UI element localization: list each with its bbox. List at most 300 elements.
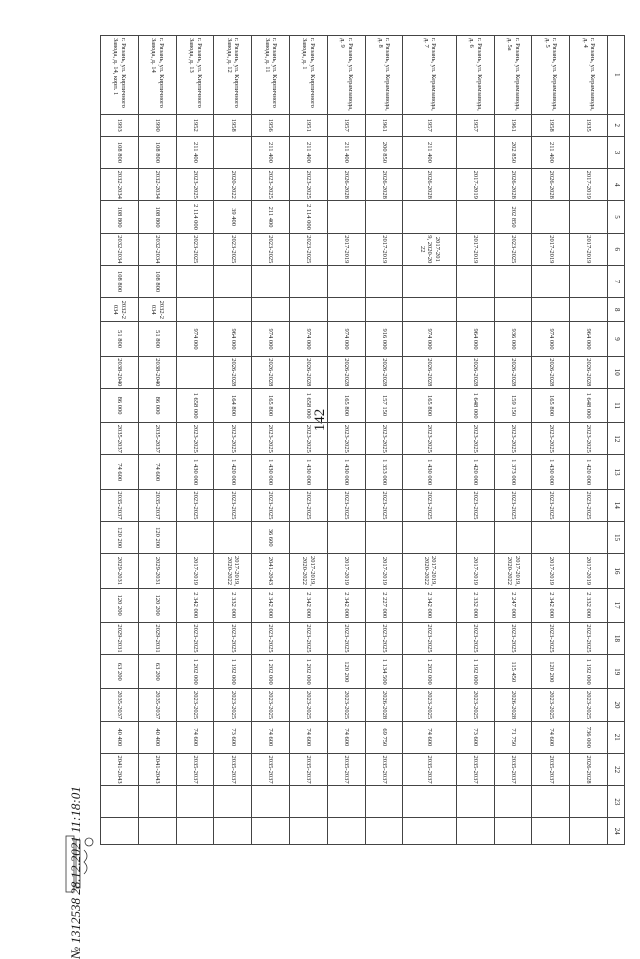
table-row [214,36,252,845]
table-cell: 74 600 [252,721,290,753]
address-cell: г. Рязань, ул. Керамзавода, д. 7 [403,36,457,115]
table-cell: 2026-2028 [532,169,570,201]
registry-table [100,35,625,845]
table-cell: 1 648 000 [456,388,494,422]
table-cell [176,786,214,818]
table-row [532,36,570,845]
table-cell: 2017-2019, 2020-2022 [403,554,457,588]
table-cell: 211 400 [403,136,457,168]
table-cell [214,522,252,554]
table-cell: 202 850 [494,136,532,168]
table-cell: 2026-2028 [456,356,494,388]
table-cell: 165 800 [252,388,290,422]
table-cell: 51 800 [138,322,176,356]
table-cell: 2035-2037 [494,753,532,785]
table-cell: 2035-2037 [456,753,494,785]
table-cell [532,201,570,233]
table-cell: 2026-2028 [327,169,365,201]
table-cell: 1 202 000 [176,655,214,689]
column-header: 20 [608,689,625,721]
table-cell: 2023-2025 [252,423,290,455]
table-cell: 964 000 [456,322,494,356]
table-cell: 974 000 [176,322,214,356]
address-cell: г. Рязань, ул. Кирпичного Завода, д. 14, корп. 1 [101,36,139,115]
table-cell: 2017-2019 [365,554,403,588]
table-cell: 2023-2025 [570,622,608,654]
table-cell [570,522,608,554]
table-cell [456,136,494,168]
table-body [101,36,608,845]
table-cell [365,818,403,845]
table-cell: 2023-2025 [403,689,457,721]
table-cell: 39 400 [214,201,252,233]
table-cell: 2023-2025 [403,622,457,654]
table-cell: 2 247 000 [494,588,532,622]
table-cell: 2017-2019 [570,554,608,588]
table-cell: 40 400 [138,721,176,753]
table-row [456,36,494,845]
table-cell: 2032-2034 [138,233,176,265]
table-cell: 108 800 [138,136,176,168]
table-cell [403,818,457,845]
table-cell [214,786,252,818]
table-cell: 2023-2025 [290,489,328,521]
column-header: 4 [608,169,625,201]
table-cell: 2 342 000 [290,588,328,622]
table-cell: 211 400 [290,136,328,168]
table-cell [327,786,365,818]
table-cell: 2 332 000 [456,588,494,622]
table-cell: 936 000 [494,322,532,356]
table-cell: 2023-2025 [214,689,252,721]
document-id: № 1312538 28.12.2021 11:18:01 [68,786,83,959]
table-cell: 2041-2043 [252,554,290,588]
table-cell: 2023-2025 [214,233,252,265]
table-cell [327,201,365,233]
table-cell: 2023-2025 [176,689,214,721]
table-cell: 2035-2037 [214,753,252,785]
table-cell: 2017-2019 [532,233,570,265]
table-cell: 108 800 [101,136,139,168]
table-cell: 2 332 000 [570,588,608,622]
table-cell: 165 800 [532,388,570,422]
table-cell: 1 420 000 [456,455,494,489]
table-cell [176,265,214,297]
column-header: 15 [608,522,625,554]
table-cell: 2026-2028 [494,689,532,721]
table-cell: 2017-2019, 2020-2022 [290,554,328,588]
table-cell: 974 000 [327,322,365,356]
table-cell: 200 850 [365,136,403,168]
table-cell: 2026-2028 [494,356,532,388]
column-header: 1 [608,36,625,115]
table-cell: 2017-2019 [327,554,365,588]
table-cell: 2026-2028 [327,356,365,388]
table-cell: 73 600 [214,721,252,753]
column-header: 12 [608,423,625,455]
table-cell: 165 800 [403,388,457,422]
table-cell: 1 192 000 [570,655,608,689]
table-cell: 2023-2025 [456,689,494,721]
table-cell: 2023-2025 [252,169,290,201]
table-cell: 1 202 000 [252,655,290,689]
column-header: 16 [608,554,625,588]
column-header: 18 [608,622,625,654]
table-cell: 2026-2028 [252,356,290,388]
table-cell [532,265,570,297]
table-cell [456,786,494,818]
table-cell: 2023-2025 [456,622,494,654]
table-cell: 1961 [365,114,403,136]
table-cell: 63 200 [138,655,176,689]
table-cell [252,298,290,322]
table-header-row [608,36,625,845]
table-cell [570,786,608,818]
table-row [176,36,214,845]
table-cell: 120 200 [327,655,365,689]
table-cell: 2026-2028 [570,753,608,785]
table-cell: 2017-2019 [570,233,608,265]
table-cell [138,818,176,845]
table-cell: 2035-2037 [101,423,139,455]
table-cell: 916 000 [365,322,403,356]
column-header: 7 [608,265,625,297]
table-cell [570,201,608,233]
table-cell: 974 000 [403,322,457,356]
table-cell: 108 800 [101,265,139,297]
table-cell: 2023-2025 [403,423,457,455]
table-cell: 1 430 000 [327,455,365,489]
table-cell: 1951 [290,114,328,136]
table-cell: 2038-2040 [101,356,139,388]
address-cell: г. Рязань, ул. Керамзавода, д. 5 [532,36,570,115]
table-cell: 1 430 000 [403,455,457,489]
table-cell: 2 342 000 [532,588,570,622]
table-cell: 2023-2025 [290,689,328,721]
table-cell [494,265,532,297]
table-row [365,36,403,845]
table-cell [494,818,532,845]
table-cell: 2026-2028 [365,169,403,201]
table-cell: 159 150 [494,388,532,422]
table-cell: 2035-2037 [176,753,214,785]
table-cell: 1952 [176,114,214,136]
table-cell: 74 600 [101,455,139,489]
table-cell [494,786,532,818]
table-cell: 40 400 [101,721,139,753]
table-cell: 2029-2031 [138,622,176,654]
table-cell [176,298,214,322]
table-cell: 86 000 [101,388,139,422]
table-cell: 2026-2028 [403,169,457,201]
table-cell: 211 400 [252,136,290,168]
table-cell: 2035-2037 [138,423,176,455]
table-row [327,36,365,845]
table-cell: 1958 [214,114,252,136]
table-cell [214,818,252,845]
table-cell: 2023-2025 [327,689,365,721]
table-cell [403,265,457,297]
table-cell: 2035-2037 [403,753,457,785]
table-cell [101,818,139,845]
column-header: 5 [608,201,625,233]
address-cell: г. Рязань, ул. Керамзавода, д. 8 [365,36,403,115]
table-cell: 1990 [138,114,176,136]
table-cell: 2020-2022 [214,169,252,201]
table-cell: 71 750 [494,721,532,753]
table-cell: 2032-2034 [138,169,176,201]
table-cell: 2026-2028 [365,689,403,721]
table-cell: 157 150 [365,388,403,422]
table-cell: 2023-2025 [494,622,532,654]
table-cell [570,265,608,297]
table-cell: 2023-2025 [214,423,252,455]
table-cell: 1993 [101,114,139,136]
table-cell: 63 200 [101,655,139,689]
table-cell: 2017-2019, 2020-2022 [494,554,532,588]
table-cell: 1957 [456,114,494,136]
table-row [290,36,328,845]
table-cell [494,298,532,322]
column-header: 9 [608,322,625,356]
table-cell: 1 430 000 [290,455,328,489]
table-cell: 211 400 [327,136,365,168]
table-cell: 1 430 000 [532,455,570,489]
table-cell: 1 430 000 [176,455,214,489]
table-cell: 2 332 000 [214,588,252,622]
table-cell [403,298,457,322]
table-cell [290,786,328,818]
table-cell: 120 200 [101,588,139,622]
table-cell: 964 000 [214,322,252,356]
table-cell: 974 000 [532,322,570,356]
table-cell: 165 800 [327,388,365,422]
table-cell: 2023-2025 [403,489,457,521]
table-cell [252,786,290,818]
table-cell: 2032-2034 [101,169,139,201]
table-cell: 964 000 [570,322,608,356]
table-cell: 108 800 [138,201,176,233]
table-cell: 2017-2019, 2020-2022 [214,554,252,588]
table-cell [176,522,214,554]
address-cell: г. Рязань, ул. Керамзавода, д. 6 [456,36,494,115]
table-cell [532,298,570,322]
table-cell: 2035-2037 [252,753,290,785]
table-row [138,36,176,845]
table-cell: 2035-2037 [290,753,328,785]
table-row [252,36,290,845]
table-cell: 2 342 000 [252,588,290,622]
table-cell: 164 800 [214,388,252,422]
table-cell: 2023-2025 [570,423,608,455]
table-cell: 2023-2025 [532,489,570,521]
table-cell [101,786,139,818]
table-cell: 2026-2028 [290,356,328,388]
table-cell: 1 202 000 [403,655,457,689]
table-cell [138,786,176,818]
table-cell: 2026-2028 [365,356,403,388]
table-cell: 74 600 [176,721,214,753]
table-cell: 2023-2025 [456,423,494,455]
table-cell: 2026-2028 [494,169,532,201]
table-cell [456,522,494,554]
column-header: 11 [608,388,625,422]
table-cell: 2035-2037 [138,489,176,521]
table-cell [365,201,403,233]
table-cell [456,818,494,845]
table-cell: 2023-2025 [214,622,252,654]
table-cell: 2023-2025 [494,233,532,265]
table-cell: 2 114 000 [290,201,328,233]
table-cell: 1 202 000 [290,655,328,689]
table-cell: 1958 [532,114,570,136]
table-cell: 1 353 000 [365,455,403,489]
table-cell [403,786,457,818]
table-cell: 2023-2025 [494,423,532,455]
table-cell: 2023-2025 [252,489,290,521]
table-cell: 69 750 [365,721,403,753]
table-cell: 2035-2037 [138,689,176,721]
address-cell: г. Рязань, ул. Кирпичного Завода, д. 11 [252,36,290,115]
table-cell [176,818,214,845]
table-cell: 120 200 [532,655,570,689]
table-cell: 2041-2043 [101,753,139,785]
table-cell: 2017-2019 [327,233,365,265]
table-cell [456,298,494,322]
table-cell: 2026-2028 [532,356,570,388]
table-cell: 1 373 000 [494,455,532,489]
table-cell: 2023-2025 [290,622,328,654]
table-cell: 2032-2034 [101,233,139,265]
table-cell: 1935 [570,114,608,136]
table-cell: 2023-2025 [252,233,290,265]
column-header: 8 [608,298,625,322]
table-cell: 2029-2031 [101,554,139,588]
table-cell [570,298,608,322]
column-header: 10 [608,356,625,388]
table-cell: 2023-2025 [365,622,403,654]
column-header: 23 [608,786,625,818]
address-cell: г. Рязань, ул. Керамзавода, д. 5а [494,36,532,115]
table-cell: 2023-2025 [176,233,214,265]
table-cell: 2023-2025 [365,423,403,455]
table-cell: 2023-2025 [327,423,365,455]
table-cell: 2035-2037 [365,753,403,785]
address-cell: г. Рязань, ул. Кирпичного Завода, д. 12 [214,36,252,115]
table-cell [403,522,457,554]
table-cell: 1 192 000 [214,655,252,689]
table-cell [494,522,532,554]
table-cell: 1956 [252,114,290,136]
table-cell: 2023-2025 [176,169,214,201]
table-cell: 2032-2034 [138,298,176,322]
table-cell: 2023-2025 [214,489,252,521]
table-cell: 974 000 [252,322,290,356]
table-cell: 2023-2025 [327,489,365,521]
table-row [570,36,608,845]
table-cell [570,818,608,845]
address-cell: г. Рязань, ул. Керамзавода, д. 9 [327,36,365,115]
table-cell: 2023-2025 [176,622,214,654]
table-cell: 1 648 000 [570,388,608,422]
table-cell [290,298,328,322]
table-cell: 2017-2019, 2020-2022 [403,233,457,265]
table-cell [214,136,252,168]
table-cell: 2035-2037 [101,489,139,521]
table-cell: 2017-2019 [176,554,214,588]
table-cell: 211 400 [252,201,290,233]
column-header: 2 [608,114,625,136]
table-cell: 211 400 [176,136,214,168]
table-cell: 2023-2025 [532,423,570,455]
table-cell [365,522,403,554]
table-cell: 2026-2028 [570,356,608,388]
table-row [403,36,457,845]
table-cell [176,356,214,388]
table-cell: 74 600 [403,721,457,753]
table-cell: 1 420 000 [214,455,252,489]
table-cell: 2035-2037 [532,753,570,785]
table-cell: 974 000 [290,322,328,356]
table-cell: 2023-2025 [494,489,532,521]
table-cell: 2 114 000 [176,201,214,233]
page-number: 142 [312,408,328,432]
table-cell [214,265,252,297]
table-cell: 51 800 [101,322,139,356]
table-cell: 108 800 [138,265,176,297]
table-cell: 1 134 500 [365,655,403,689]
table-cell: 120 200 [101,522,139,554]
table-cell: 2026-2028 [214,356,252,388]
table-cell: 2023-2025 [456,489,494,521]
table-cell: 2023-2025 [252,689,290,721]
table-cell: 2035-2037 [327,753,365,785]
table-cell: 2017-2019 [532,554,570,588]
column-header: 19 [608,655,625,689]
table-cell: 2023-2025 [290,423,328,455]
table-cell [403,201,457,233]
table-cell [365,786,403,818]
column-header: 22 [608,753,625,785]
column-header: 17 [608,588,625,622]
table-cell: 2023-2025 [290,233,328,265]
table-cell: 2026-2028 [403,356,457,388]
table-area [100,35,625,845]
table-cell: 1 658 000 [176,388,214,422]
table-cell: 74 600 [290,721,328,753]
table-cell [290,522,328,554]
column-header: 14 [608,489,625,521]
address-cell: г. Рязань, ул. Кирпичного Завода, д. 1 [290,36,328,115]
table-cell [327,818,365,845]
table-cell: 2023-2025 [252,622,290,654]
table-cell [532,786,570,818]
table-cell: 2023-2025 [532,689,570,721]
table-cell: 2029-2031 [138,554,176,588]
column-header: 13 [608,455,625,489]
table-cell: 86 000 [138,388,176,422]
table-cell: 2017-2019 [365,233,403,265]
table-cell: 1 192 000 [456,655,494,689]
table-cell: 2023-2025 [176,489,214,521]
table-cell [327,298,365,322]
address-cell: г. Рязань, ул. Керамзавода, д. 4 [570,36,608,115]
column-header: 3 [608,136,625,168]
table-cell [252,818,290,845]
table-cell: 1 430 000 [252,455,290,489]
table-cell: 2017-2019 [456,554,494,588]
table-row [494,36,532,845]
